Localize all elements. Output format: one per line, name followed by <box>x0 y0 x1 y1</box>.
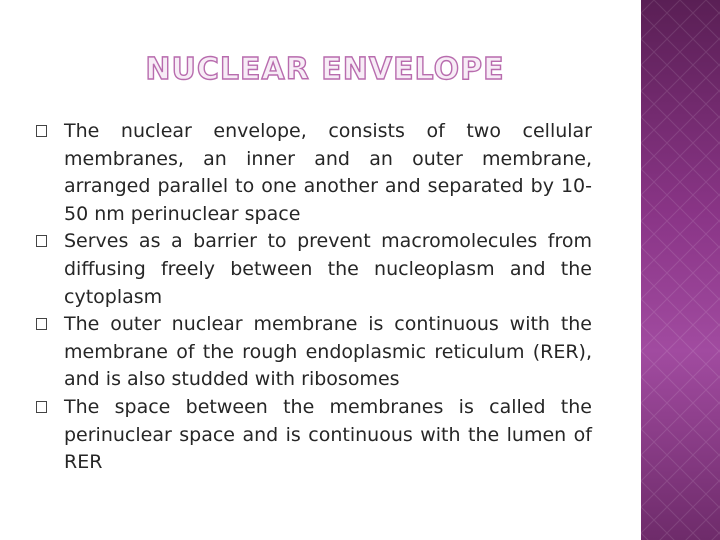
bullet-item <box>36 228 592 311</box>
square-bullet-icon <box>36 401 47 413</box>
diamond-pattern-icon <box>641 0 720 540</box>
bullet-text: The nuclear envelope, consists of two cellular membranes, an inner and an outer membrane, arranged parallel to one another and separated by 10-50 nm perinuclear space <box>64 120 592 225</box>
bullet-item <box>36 118 592 228</box>
bullet-text: Serves as a barrier to prevent macromolecules from diffusing freely between the nucleoplasm and the cytoplasm <box>64 230 592 308</box>
bullet-text: The outer nuclear membrane is continuous with the membrane of the rough endoplasmic reticulum (RER), and is also studded with ribosomes <box>64 313 592 391</box>
bullet-item <box>36 394 592 477</box>
bullet-text: The space between the membranes is called the perinuclear space and is continuous with the lumen of RER <box>64 395 592 474</box>
slide-title: NUCLEAR ENVELOPE <box>145 52 505 87</box>
square-bullet-icon <box>36 318 47 330</box>
square-bullet-icon <box>36 125 47 137</box>
square-bullet-icon <box>36 235 47 247</box>
bullet-list <box>36 118 592 477</box>
bullet-item <box>36 311 592 394</box>
decorative-sidebar <box>641 0 720 540</box>
